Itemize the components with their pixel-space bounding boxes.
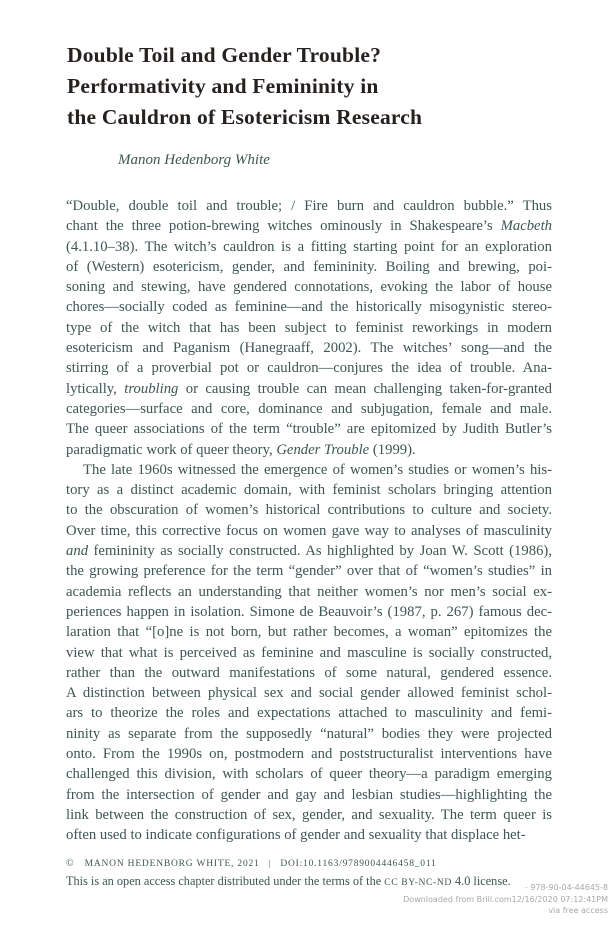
text-line: soning and stewing, have gendered connotations, evoking the labor of house [66, 279, 552, 296]
copyright-symbol: © [66, 858, 74, 869]
text-line: Over time, this corrective focus on women gave way to analyses of masculinity [66, 522, 552, 539]
text-line: categories—surface and core, dominance and subjugation, female and male. [66, 400, 552, 417]
text-line: onto. From the 1990s on, postmodern and poststructuralist interventions have [66, 746, 552, 763]
text-line: periences happen in isolation. Simone de Beauvoir’s (1987, p. 267) famous dec- [66, 603, 552, 620]
text-line: and femininity as socially constructed. As highlighted by Joan W. Scott (1986), [66, 543, 552, 560]
text-line: chant the three potion-brewing witches ominously in Shakespeare’s Macbeth [66, 218, 552, 235]
footer-separator: | [268, 859, 272, 869]
text-line: paradigmatic work of queer theory, Gender Trouble (1999). [66, 441, 416, 458]
doi-text: DOI:10.1163/9789004446458_011 [280, 859, 437, 869]
chapter-title-line: the Cauldron of Esotericism Research [67, 105, 423, 129]
text-line: lytically, troubling or causing trouble can mean challenging taken-for-granted [66, 380, 552, 397]
paragraph [66, 460, 552, 846]
text-line: A distinction between physical sex and social gender allowed feminist schol- [66, 685, 552, 702]
text-line: The late 1960s witnessed the emergence of women’s studies or women’s his- [83, 461, 552, 478]
text-line: “Double, double toil and trouble; / Fire burn and cauldron bubble.” Thus [66, 198, 552, 214]
chapter-title [67, 40, 422, 133]
text-line: the growing preference for the term “gender” over that of “women’s studies” in [66, 563, 552, 580]
license-text-pre: This is an open access chapter distributed under the terms of the [66, 874, 385, 888]
download-watermark [403, 882, 608, 917]
copyright-line [66, 858, 437, 869]
license-text-post: 4.0 license. [451, 874, 511, 888]
text-line: to the obscuration of women’s historical contributions to culture and society. [66, 502, 552, 519]
text-line: (4.1.10–38). The witch’s cauldron is a fitting starting point for an exploration [66, 238, 552, 255]
author-name: Manon Hedenborg White [118, 152, 270, 168]
text-line: rather than the outward manifestations of some natural, gendered essence. [66, 664, 552, 681]
access-line: via free access [548, 906, 608, 915]
text-line: often used to indicate configurations of gender and sexuality that displace het- [66, 827, 526, 844]
paragraph [66, 196, 552, 460]
text-line: link between the construction of sex, gender, and sexuality. The term queer is [66, 806, 552, 823]
body-text [66, 196, 552, 846]
text-line: esotericism and Paganism (Hanegraaff, 2002). The witches’ song—and the [66, 340, 552, 357]
downloaded-from-line: Downloaded from Brill.com12/16/2020 07:12:41PM [403, 894, 608, 904]
text-line: chores—socially coded as feminine—and the historically misogynistic stereo- [66, 299, 552, 316]
text-line: laration that “[o]ne is not born, but rather becomes, a woman” epitomizes the [66, 624, 552, 641]
text-line: from the intersection of gender and gay and lesbian studies—highlighting the [66, 786, 552, 803]
text-line: academia reflects an understanding that neither women’s nor men’s social ex- [66, 583, 552, 600]
text-line: type of the witch that has been subject to feminist reworkings in modern [66, 319, 552, 336]
chapter-title-line: Performativity and Femininity in [67, 74, 379, 98]
chapter-title-line: Double Toil and Gender Trouble? [67, 43, 382, 67]
text-line: stirring of a proverbial pot or cauldron—conjures the idea of trouble. Ana- [66, 360, 552, 377]
text-line: tory as a distinct academic domain, with feminist scholars bringing attention [66, 482, 552, 499]
text-line: ninity as separate from the supposedly “natural” bodies they were projected [66, 725, 552, 742]
rights-holder: MANON HEDENBORG WHITE, 2021 [84, 859, 260, 869]
text-line: view that what is perceived as feminine and masculine is socially constructed, [66, 644, 552, 661]
license-cc-text: CC BY-NC-ND [384, 877, 452, 888]
text-line: The queer associations of the term “trouble” are epitomized by Judith Butler’s [66, 421, 552, 438]
text-line: ars to theorize the roles and expectations attached to masculinity and femi- [66, 705, 552, 722]
isbn-line: - 978-90-04-44645-8 [524, 883, 608, 892]
text-line: challenged this division, with scholars of queer theory—a paradigm emerging [66, 766, 552, 783]
text-line: of (Western) esotericism, gender, and femininity. Boiling and brewing, poi- [66, 258, 552, 275]
